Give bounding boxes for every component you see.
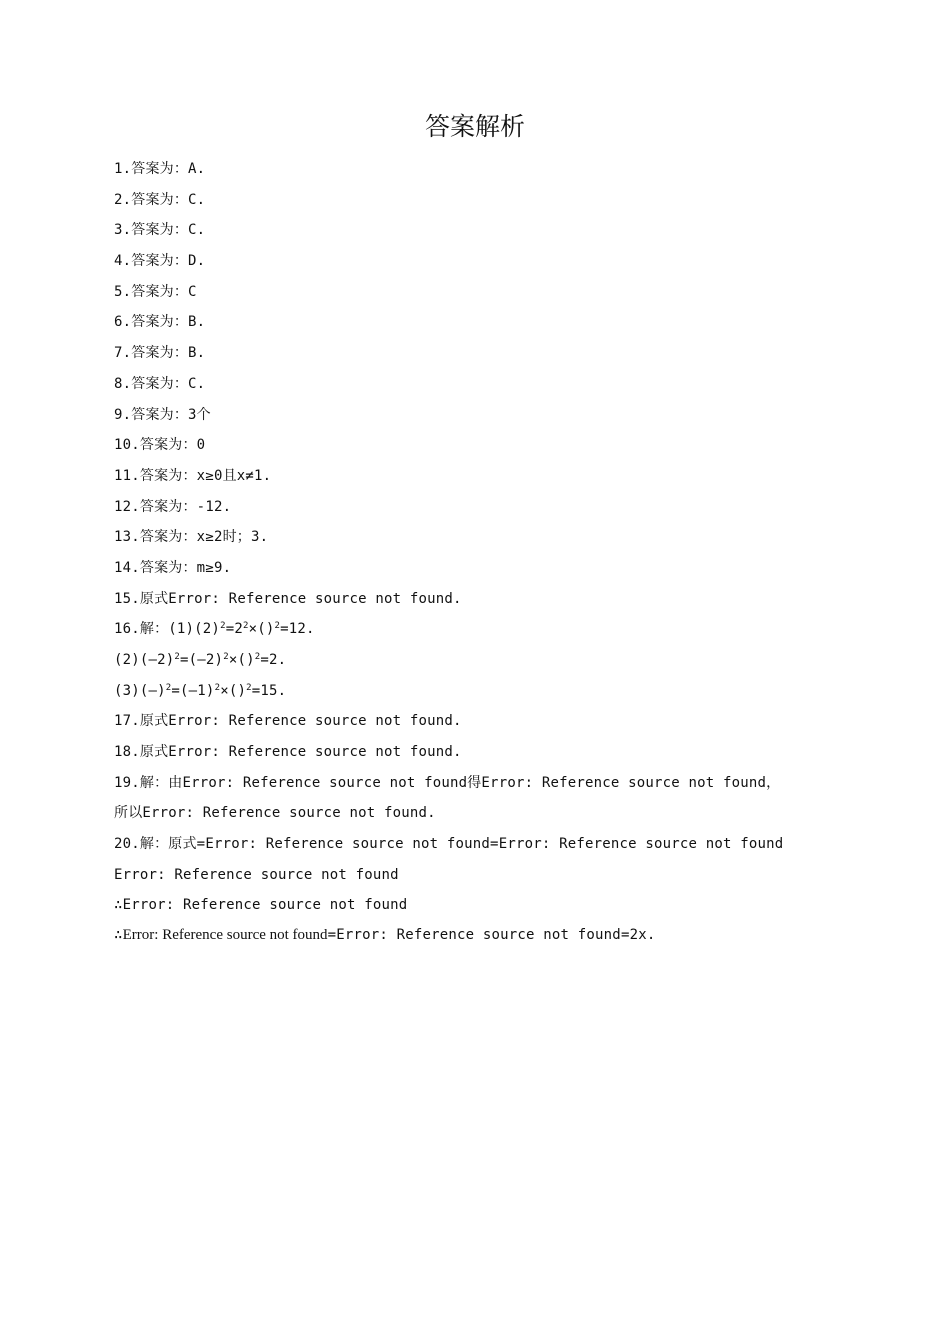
- answer-line-20-therefore: ∴Error: Reference source not found: [114, 896, 408, 913]
- exponent: 2: [174, 652, 181, 662]
- q16-3-prefix: (3)(—): [114, 682, 166, 699]
- exponent: 2: [214, 682, 221, 693]
- q16-3-mid1: =(—1): [171, 682, 215, 699]
- exponent: 2: [242, 621, 249, 632]
- answer-line-20-conclusion: [114, 920, 834, 950]
- exponent: 2: [274, 621, 281, 632]
- q16-2-mid2: ×(): [228, 652, 255, 668]
- q16-1-mid2: ×(): [248, 621, 275, 638]
- answer-line-10: 10.答案为：0: [114, 437, 206, 454]
- q16-1-tail: =12.: [280, 621, 315, 638]
- exponent: 2: [246, 682, 252, 693]
- answer-line-12: 12.答案为：-12.: [114, 498, 232, 515]
- answer-line-4: 4.答案为：D.: [114, 253, 206, 270]
- page-title: 答案解析: [424, 112, 525, 141]
- exponent: 2: [220, 621, 226, 632]
- answer-line-3: 3.答案为：C.: [114, 222, 206, 239]
- q16-2-prefix: (2)(—2): [114, 652, 175, 668]
- answer-line-2: 2.答案为：C.: [114, 191, 206, 208]
- answer-line-16-part-3: [114, 676, 834, 707]
- answer-line-7: 7.答案为：B.: [114, 345, 206, 362]
- answer-list: [114, 154, 834, 950]
- conclusion-tail: =Error: Reference source not found=2x.: [327, 926, 656, 943]
- answer-line-16-part-1: [114, 614, 834, 645]
- exponent: 2: [165, 682, 172, 693]
- therefore-symbol: ∴: [114, 926, 123, 943]
- answer-line-8: 8.答案为：C.: [114, 375, 206, 392]
- exponent: 2: [254, 652, 261, 662]
- answer-line-6: 6.答案为：B.: [114, 314, 206, 331]
- answer-line-19: 19.解：由Error: Reference source not found得Error: Reference source not found，: [114, 774, 781, 791]
- answer-line-11: 11.答案为：x≥0且x≠1.: [114, 467, 272, 484]
- q16-1-prefix: 16.解：(1)(2): [114, 621, 221, 638]
- answer-line-1: 1.答案为：A.: [114, 161, 206, 177]
- q16-1-mid1: =2: [225, 621, 243, 638]
- answer-line-14: 14.答案为：m≥9.: [114, 559, 232, 576]
- answer-line-16-part-2: [114, 645, 834, 676]
- answer-line-20: 20.解：原式=Error: Reference source not found=Error: Reference source not found: [114, 836, 784, 853]
- q16-3-tail: =15.: [251, 682, 287, 699]
- q16-2-mid1: =(—2): [180, 652, 224, 668]
- answer-line-19-continued: 所以Error: Reference source not found.: [114, 805, 436, 822]
- answer-line-17: 17.原式Error: Reference source not found.: [114, 713, 462, 730]
- exponent: 2: [223, 652, 229, 662]
- serif-error-text: Error: Reference source not found: [122, 926, 328, 943]
- answer-line-5: 5.答案为：C: [114, 283, 197, 300]
- answer-line-15: 15.原式Error: Reference source not found.: [114, 590, 462, 607]
- q16-2-tail: =2.: [260, 652, 287, 668]
- answer-line-13: 13.答案为：x≥2时；3.: [114, 529, 269, 546]
- answer-line-9: 9.答案为：3个: [114, 406, 211, 423]
- answer-line-20-continued: Error: Reference source not found: [114, 866, 399, 883]
- q16-3-mid2: ×(): [220, 682, 247, 699]
- answer-line-18: 18.原式Error: Reference source not found.: [114, 744, 462, 761]
